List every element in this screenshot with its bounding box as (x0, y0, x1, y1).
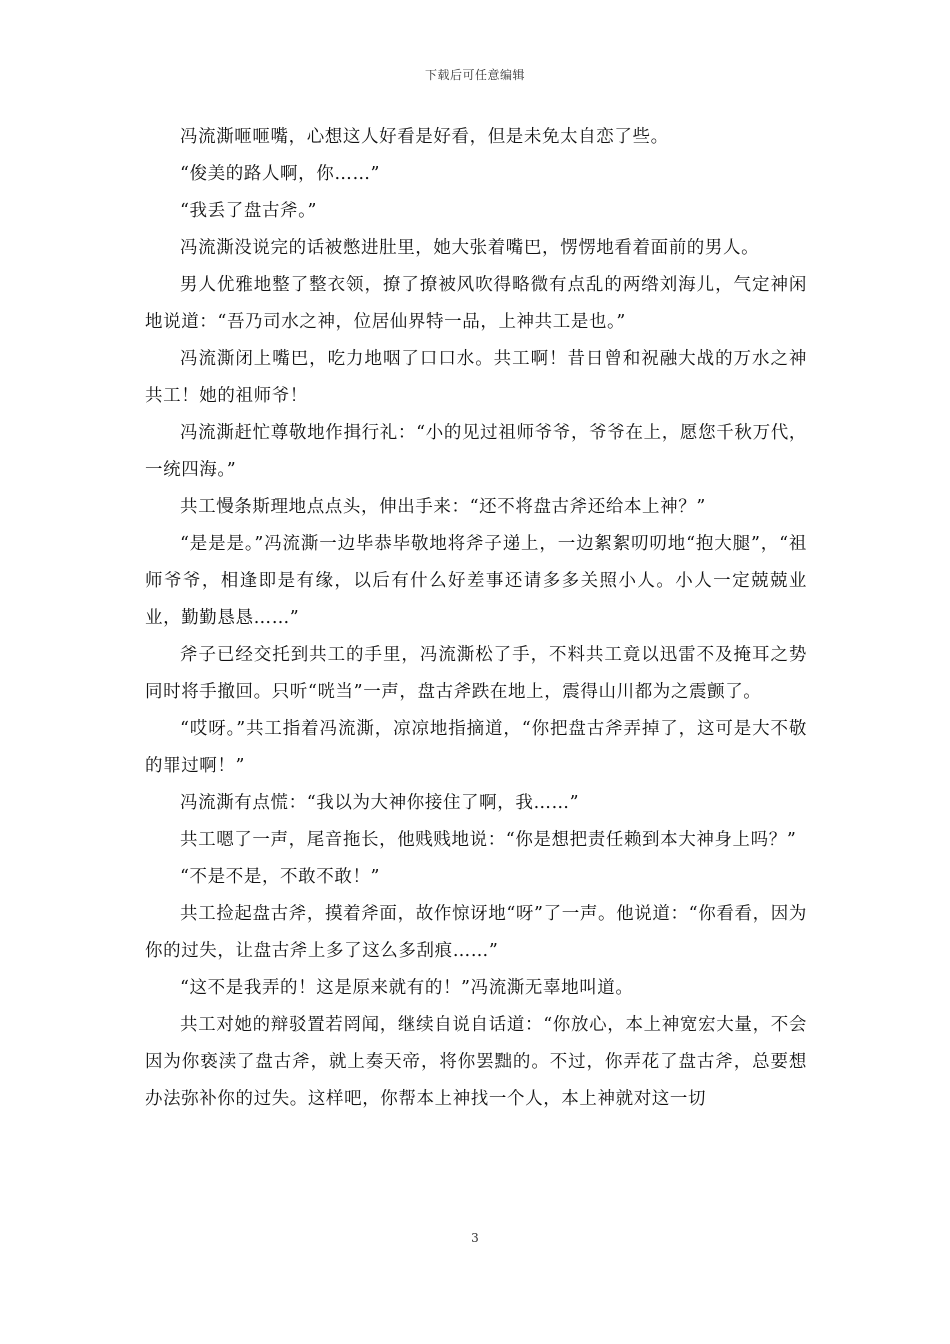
paragraph: “俊美的路人啊，你……” (180, 164, 381, 184)
paragraph: 共工嗯了一声，尾音拖长，他贱贱地说：“你是想把责任赖到本大神身上吗？” (180, 830, 797, 850)
paragraph: 冯流澌有点慌：“我以为大神你接住了啊，我……” (180, 793, 580, 813)
paragraph: “是是是。”冯流澌一边毕恭毕敬地将斧子递上，一边絮絮叨叨地“抱大腿”，“祖师爷爷，相逢即是有缘，以后有什么好差事还请多多关照小人。小人一定兢兢业业，勤勤恳恳……” (145, 534, 807, 628)
paragraph: 冯流澌咂咂嘴，心想这人好看是好看，但是未免太自恋了些。 (180, 127, 669, 147)
paragraph: 冯流澌没说完的话被憋进肚里，她大张着嘴巴，愣愣地看着面前的男人。 (180, 238, 760, 258)
page-number: 3 (471, 1231, 479, 1245)
paragraph: “不是不是，不敢不敢！” (180, 867, 381, 887)
paragraph: 男人优雅地整了整衣领，撩了撩被风吹得略微有点乱的两绺刘海儿，气定神闲地说道：“吾乃司水之神，位居仙界特一品，上神共工是也。” (145, 275, 807, 332)
paragraph: 共工慢条斯理地点点头，伸出手来：“还不将盘古斧还给本上神？” (180, 497, 706, 517)
paragraph: 共工捡起盘古斧，摸着斧面，故作惊讶地“呀”了一声。他说道：“你看看，因为你的过失，让盘古斧上多了这么多刮痕……” (145, 904, 807, 961)
paragraph: 共工对她的辩驳置若罔闻，继续自说自话道：“你放心，本上神宽宏大量，不会因为你亵渎了盘古斧，就上奏天帝，将你罢黜的。不过，你弄花了盘古斧，总要想办法弥补你的过失。这样吧，你帮本上神找一个人，本上神就对这一切 (145, 1015, 807, 1109)
paragraph: “这不是我弄的！这是原来就有的！”冯流澌无辜地叫道。 (180, 978, 634, 998)
paragraph: 斧子已经交托到共工的手里，冯流澌松了手，不料共工竟以迅雷不及掩耳之势同时将手撤回。只听“咣当”一声，盘古斧跌在地上，震得山川都为之震颤了。 (145, 645, 807, 702)
paragraph: 冯流澌闭上嘴巴，吃力地咽了口口水。共工啊！昔日曾和祝融大战的万水之神共工！她的祖师爷！ (145, 349, 807, 406)
document-body (145, 119, 807, 1118)
paragraph: “我丢了盘古斧。” (180, 201, 318, 221)
paragraph: 冯流澌赶忙尊敬地作揖行礼：“小的见过祖师爷爷，爷爷在上，愿您千秋万代，一统四海。” (145, 423, 807, 480)
paragraph: “哎呀。”共工指着冯流澌，凉凉地指摘道，“你把盘古斧弄掉了，这可是大不敬的罪过啊！” (145, 719, 807, 776)
page-header: 下载后可任意编辑 (424, 68, 525, 82)
